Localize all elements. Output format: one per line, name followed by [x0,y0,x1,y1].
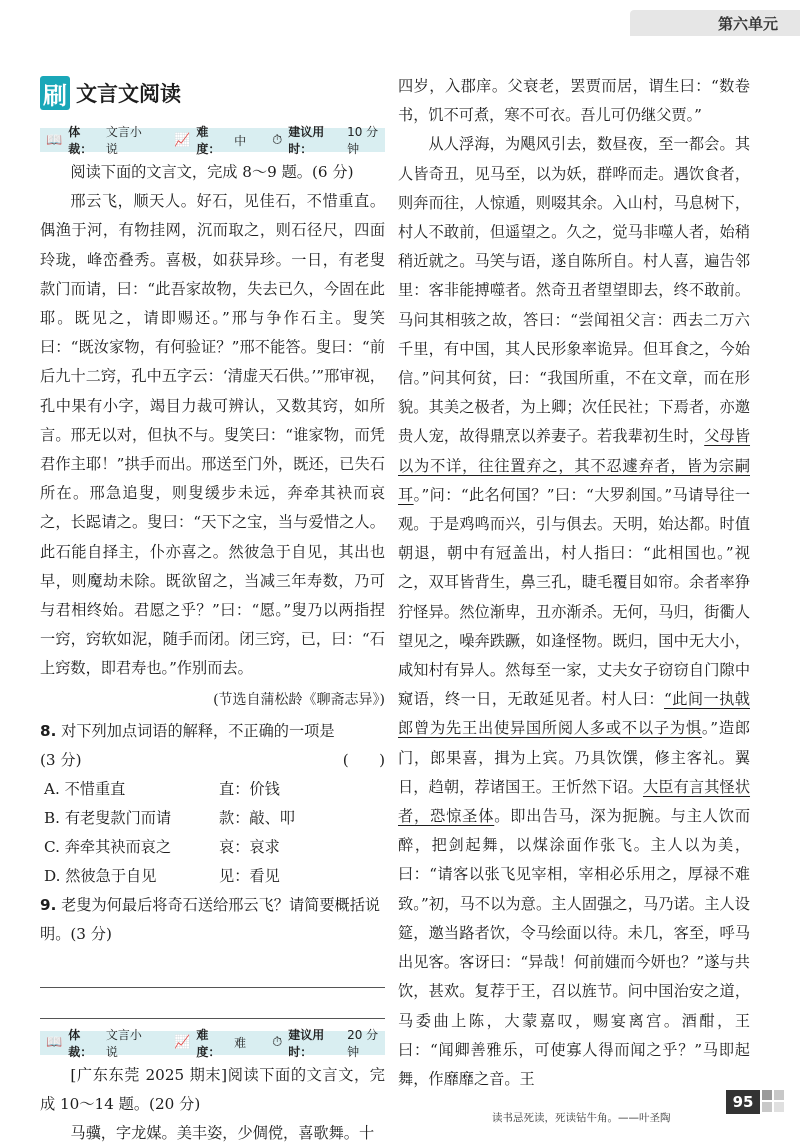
time-label: 建议用时： [288,1027,325,1059]
book-icon: 📖 [46,132,63,148]
passage2-para1: 四岁，入郡庠。父衰老，罢贾而居，谓生曰：“数卷书，饥不可煮，寒不可衣。吾儿可仍继父贾。” [398,77,750,125]
underlined-sentence-3: 大臣有言其怪状者，恐惊圣体 [398,777,751,826]
underlined-sentence-1: 父母皆以为不详，往往置弃之，其不忍遽弃者，皆为宗嗣耳 [398,427,751,504]
page-number: 95 [726,1090,760,1114]
footer-quote: 读书忌死读，死读钻牛角。——叶圣陶 [492,1112,671,1124]
difficulty-value: 难 [234,1036,247,1051]
q8-option-b[interactable]: B. 有老叟款门而请 款：敲、叩 [44,808,295,827]
time-value: 10 分钟 [347,125,379,156]
left-column [40,72,385,1148]
q8-number: 8. [40,721,57,740]
genre-label: 体裁： [68,1027,93,1059]
page-corner-decoration [762,1088,796,1116]
q8-option-a[interactable]: A. 不惜重直 直：价钱 [44,779,280,798]
q8-option-c[interactable]: C. 奔牵其袂而哀之 哀：哀求 [44,837,280,856]
underlined-sentence-2: “此间一执戟郎曾为先王出使异国所阅人多或不以子为惧 [398,690,750,738]
passage2-instruction: [广东东莞 2025 期末]阅读下面的文言文，完成 10～14 题。(20 分) [40,1065,385,1113]
q8-answer-paren[interactable]: ( ) [342,750,385,769]
chart-icon: 📈 [174,132,191,148]
q9-answer-line-2[interactable] [40,988,385,1019]
book-icon: 📖 [46,1035,63,1051]
unit-label: 第六单元 [717,15,778,33]
clock-icon: ⏱ [272,1035,283,1051]
info-bar-2 [40,1027,385,1059]
difficulty-label: 难度： [196,1027,221,1059]
chart-icon: 📈 [174,1035,191,1051]
time-value: 20 分钟 [347,1027,379,1059]
clock-icon: ⏱ [272,132,283,148]
q8-option-d[interactable]: D. 然彼急于自见 见：看见 [44,866,280,885]
time-label: 建议用时： [288,125,325,156]
unit-tab [630,10,800,36]
question-9 [40,891,385,1019]
info-bar-1 [40,125,385,156]
question-8 [40,717,385,891]
passage2-intro: 马骥，字龙媒。美丰姿，少倜傥，喜歌舞。十 [70,1124,375,1143]
passage1-source: (节选自蒲松龄《聊斋志异》) [213,691,385,708]
q8-points: (3 分) [40,750,82,769]
shua-badge-icon: 刷 [40,76,70,110]
q9-stem: 老叟为何最后将奇石送给邢云飞？请简要概括说明。(3 分) [40,895,381,943]
difficulty-value: 中 [234,133,247,148]
q8-stem: 对下列加点词语的解释，不正确的一项是 [61,721,335,740]
genre-value: 文言小说 [105,1027,142,1059]
right-column [398,72,750,1094]
section-title: 文言文阅读 [76,82,181,106]
passage1-body: 邢云飞，顺天人。好石，见佳石，不惜重直。偶渔于河，有物挂网，沉而取之，则石径尺，四面玲珑，峰峦叠秀。喜极，如获异珍。一日，有老叟款门而请，曰：“此吾家故物，失去已久，今固在此耶。既见之，请即赐还。”邢与争作石主。叟笑曰：“既汝家物，有何验证？”邢不能答。叟曰：“前后九十二窍，孔中五字云：‘清虚天石供。’”邢审视，孔中果有小字，竭目力裁可辨认，又数其窍，如所言。邢无以对，但执不与。叟笑曰：“谁家物，而凭君作主耶！”拱手而出。邢送至门外，既还，已失石所在。邢急追叟，则叟缓步未远，奔牵其袂而哀之，长跽请之。叟曰：“天下之宝，当与爱惜之人。此石能自择主，仆亦喜之。然彼急于自见，其出也早，则魔劫未除。既欲留之，当减三年寿数，乃可与君相终始。君愿之乎？”曰：“愿。”叟乃以两指捏一窍，窍软如泥，随手而闭。闭三窍，已，曰：“石上窍数，即君寿也。”作别而去。 [40,192,385,678]
q9-number: 9. [40,895,57,914]
difficulty-label: 难度： [196,125,221,156]
genre-label: 体裁： [68,125,93,156]
q9-answer-line-1[interactable] [40,957,385,988]
passage2-para2: 从人浮海，为飓风引去，数昼夜，至一都会。其人皆奇丑，见马至，以为妖，群哗而走。遇饮食者，则奔而往，人惊遁，则啜其余。入山村，马息树下，村人不敢前，但遥望之。久之，觉马非噬人者，始稍稍近就之。马笑与语，遂自陈所自。村人喜，遍告邻里：客非能搏噬者。然奇丑者望望即去，终不敢前。马问其相骇之故，答曰：“尝闻祖父言：西去二万六千里，有中国，其人民形象率诡异。但耳食之，今始信。”问其何贫，曰：“我国所重，不在文章，而在形貌。其美之极者，为上卿；次任民社；下焉者，亦邀贵人宠，故得鼎烹以养妻子。若我辈初生时，父母皆以为不详，往往置弃之，其不忍遽弃者，皆为宗嗣耳。”问：“此名何国？”曰：“大罗刹国。”马请导往一观。于是鸡鸣而兴，引与俱去。天明，始达都。时值朝退，朝中有冠盖出，村人指曰：“此相国也。”视之，双耳皆背生，鼻三孔，睫毛覆目如帘。余者率狰狞怪异。然位渐卑，丑亦渐杀。无何，马归，街衢人望见之，噪奔跌蹶，如逢怪物。既归，国中无大小，咸知村有异人。然每至一家，丈夫女子窃窃自门隙中窥语，终一日，无敢延见者。村人曰：“此间一执戟郎曾为先王出使异国所阅人多或不以子为惧。”造郎门，郎果喜，揖为上宾。乃具饮馔，修主客礼。翼日，趋朝，荐诸国王。王忻然下诏。大臣有言其怪状者，恐惊圣体。即出告马，深为扼腕。与主人饮而醉，把剑起舞，以煤涂面作张飞。主人以为美，曰：“请客以张飞见宰相，宰相必乐用之，厚禄不难致。”初，马不以为意。主人固强之，马乃诺。主人设筵，邀当路者饮，令马绘面以待。未几，客至，呼马出见客。客讶曰：“异哉！何前媸而今妍也？”遂与共饮，甚欢。复荐于王，召以旌节。问中国治安之道，马委曲上陈，大蒙嘉叹，赐宴离宫。酒酣，王曰：“闻卿善雅乐，可使寡人得而闻之乎？”马即起舞，作靡靡之音。王 [398,135,751,1088]
passage1-instruction: 阅读下面的文言文，完成 8～9 题。(6 分) [70,163,354,181]
section-header [40,72,385,114]
genre-value: 文言小说 [105,125,142,156]
